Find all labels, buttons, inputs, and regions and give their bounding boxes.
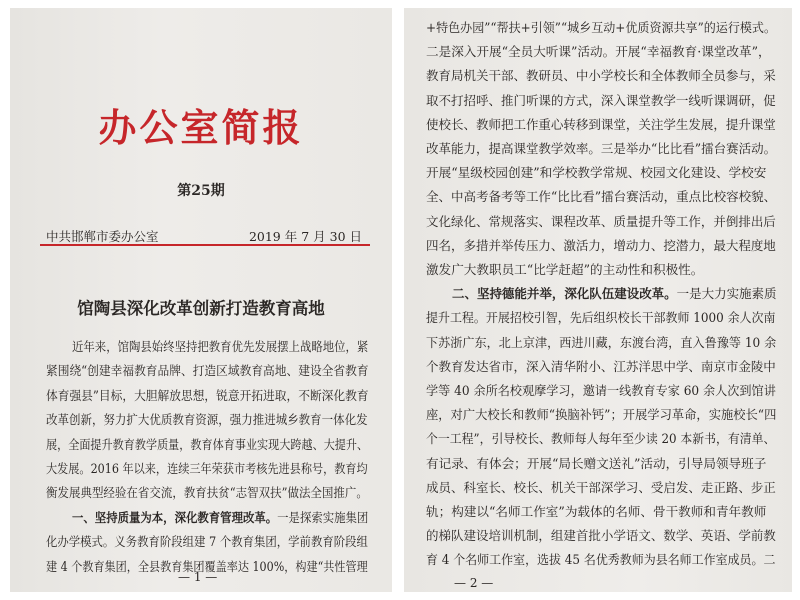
text-line: 一、坚持质量为本，深化教育管理改革。一是探索实施集团 (72, 509, 369, 525)
text-line: 轨；构建以“名师工作室”为载体的名师、骨干教师和青年教师 (426, 504, 767, 519)
red-divider-line (40, 244, 370, 246)
text-line: 紧围绕“创建幸福教育品牌、打造区域教育高地、建设全省教育 (46, 363, 369, 379)
text-line: 展，全面提升教育教学质量，教育体育事业实现大跨越、大提升、 (46, 436, 369, 452)
text-line: 学等 40 余所名校观摩学习，邀请一线教育专家 60 余人次到馆讲 (426, 383, 776, 398)
text-line: 激发广大教职员工“比学赶超”的主动性和积极性。 (426, 262, 704, 277)
text-line: 二、坚持德能并举，深化队伍建设改革。一是大力实施素质 (452, 286, 777, 302)
text-line: 改革创新，努力扩大优质教育资源，强力推进城乡教育一体化发 (46, 412, 368, 428)
page-number-2: — 2 — (454, 576, 494, 590)
text-line: 近年来，馆陶县始终坚持把教育优先发展摆上战略地位，紧 (72, 339, 369, 354)
issuing-organization: 中共邯郸市委办公室 (46, 229, 159, 244)
document-page-2 (404, 8, 792, 592)
text-line: 取不打招呼、推门听课的方式，深入课堂教学一线听课调研，促 (426, 92, 776, 108)
issue-date: 2019 年 7 月 30 日 (248, 229, 362, 244)
text-line: 成员、科室长、校长、机关干部深学习、受启发、走正路、步正 (426, 479, 776, 495)
text-line: 教育局机关干部、教研员、中小学校长和全体教师全员参与，采 (426, 68, 776, 84)
text-line: 建 4 个教育集团，全县教育集团覆盖率达 100%，构建“共性管理 (46, 558, 368, 574)
text-line: 四名，多措并举传压力、激活力，增动力、挖潜力，最大程度地 (426, 237, 776, 253)
text-line: +特色办园”“帮扶+引领”“城乡互动+优质资源共享”的运行模式。 (426, 20, 777, 35)
text-line: 的梯队建设培训机制，组建首批小学语文、数学、英语、学前教 (426, 528, 776, 544)
text-line: 大发展。2016 年以来，连续三年荣获市考核先进县称号，教育均 (46, 461, 368, 476)
text-line: 下苏浙广东，北上京津，西进川藏，东渡台湾，直入鲁豫等 10 余 (426, 334, 777, 350)
text-line: 座，对广大校长和教师“换脑补钙”；开展学习革命，实施校长“四 (426, 407, 777, 423)
text-line: 个教育发达省市，深入清华附小、江苏洋思中学、南京市金陵中 (426, 358, 776, 374)
bulletin-banner-title: 办公室简报 (98, 105, 304, 150)
text-line: 全、中高考备考等工作“比比看”擂台赛活动，重点比校容校貌、 (426, 189, 777, 205)
text-line: 文化绿化、常规落实、课程改革、质量提升等工作，并倒排出后 (426, 213, 776, 229)
text-line: 二是深入开展“全员大听课”活动。开展“幸福教育·课堂改革”， (426, 44, 771, 60)
issue-number: 第25期 (177, 183, 225, 199)
text-line: 化办学模式。义务教育阶段组建 7 个教育集团，学前教育阶段组 (46, 534, 368, 550)
document-page-1 (10, 8, 392, 592)
text-line: 有记录、有体会；开展“局长赠文送礼”活动，引导局领导班子 (426, 455, 767, 471)
page-number-1: — 1 — (178, 570, 218, 584)
article-headline: 馆陶县深化改革创新打造教育高地 (77, 299, 325, 318)
text-line: 提升工程。开展招校引智，先后组织校长干部教师 1000 余人次南 (426, 310, 776, 326)
text-line: 开展“星级校园创建”和学校教学常规、校园文化建设、学校安 (426, 165, 767, 181)
text-line: 个一工程”，引导校长、教师每人每年至少读 20 本新书，有清单、 (426, 431, 776, 447)
text-line: 改革能力，提高课堂教学效率。三是举办“比比看”擂台赛活动。 (426, 141, 777, 156)
text-line: 衡发展典型经验在省交流，教育扶贫“志智双扶”做法全国推广。 (46, 485, 368, 501)
text-line: 育 4 个名师工作室，选拔 45 名优秀教师为县名师工作室成员。二 (426, 552, 776, 568)
text-line: 体育强县”目标，大胆解放思想，锐意开拓进取，不断深化教育 (46, 387, 369, 403)
text-line: 使校长、教师把工作重心转移到课堂，关注学生发展，提升课堂 (426, 116, 776, 132)
